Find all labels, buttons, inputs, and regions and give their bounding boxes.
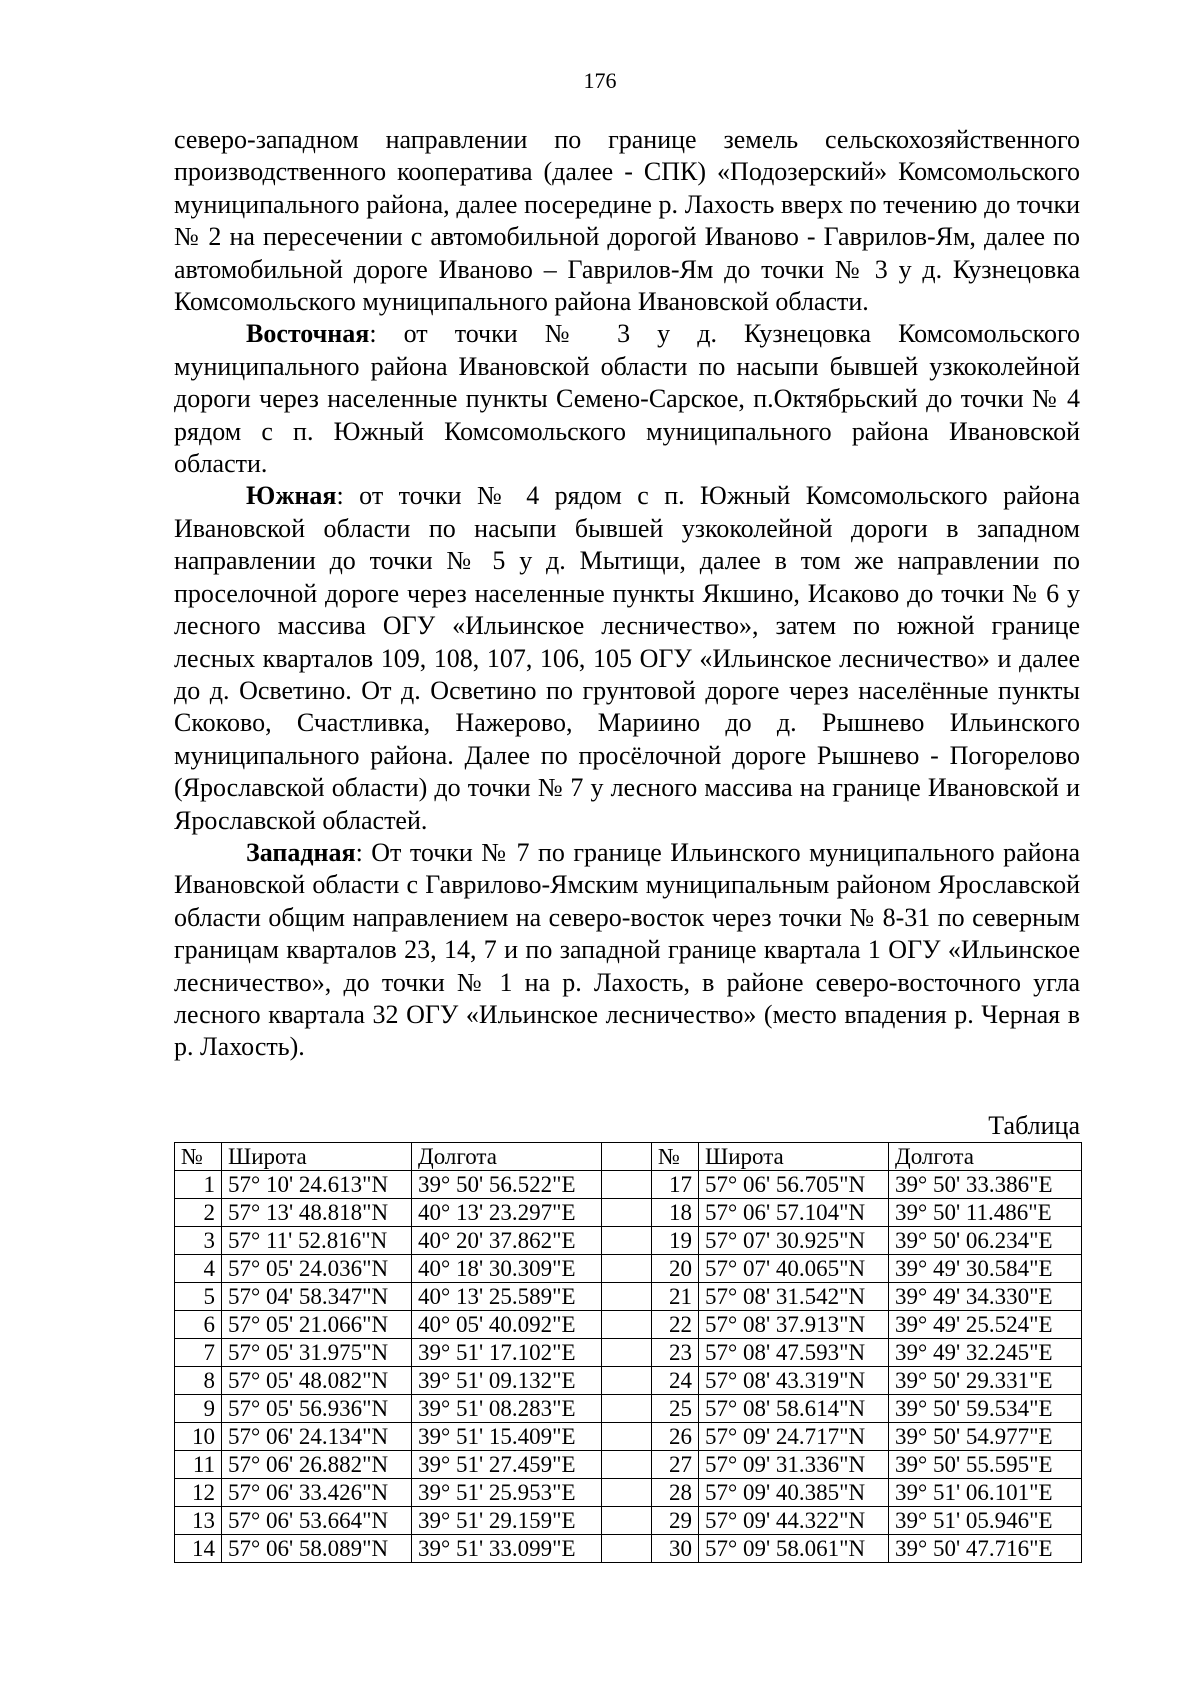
table-row (175, 1507, 1082, 1535)
header-gap (602, 1143, 652, 1171)
longitude-cell: 40° 13' 23.297"E (412, 1199, 602, 1227)
header-lon-right: Долгота (889, 1143, 1082, 1171)
point-number-cell: 22 (652, 1311, 699, 1339)
point-number-cell: 24 (652, 1367, 699, 1395)
latitude-cell: 57° 08' 37.913"N (699, 1311, 889, 1339)
table-row (175, 1227, 1082, 1255)
gap-cell (602, 1311, 652, 1339)
document-body (174, 124, 1080, 1064)
point-number-cell: 2 (175, 1199, 222, 1227)
point-number-cell: 10 (175, 1423, 222, 1451)
point-number-cell: 1 (175, 1171, 222, 1199)
longitude-cell: 40° 20' 37.862"E (412, 1227, 602, 1255)
longitude-cell: 39° 49' 34.330"E (889, 1283, 1082, 1311)
point-number-cell: 11 (175, 1451, 222, 1479)
point-number-cell: 20 (652, 1255, 699, 1283)
table-row (175, 1283, 1082, 1311)
longitude-cell: 39° 50' 59.534"E (889, 1395, 1082, 1423)
heading-south: Южная (246, 481, 337, 511)
paragraph-west-text: : От точки № 7 по границе Ильинского муниципального района Ивановской области с Гаврилово-Ямским муниципальным районом Ярославской области общим направлением на северо-восток через точки № 8-31 по северным границам кварталов 23, 14, 7 и по западной границе квартала 1 ОГУ «Ильинское лесничество», до точки № 1 на р. Лахость, в районе северо-восточного угла лесного квартала 32 ОГУ «Ильинское лесничество» (место впадения р. Черная в р. Лахость). (174, 837, 1080, 1062)
paragraph-south (174, 480, 1080, 836)
table-row (175, 1311, 1082, 1339)
table-row (175, 1535, 1082, 1563)
longitude-cell: 39° 50' 54.977"E (889, 1423, 1082, 1451)
latitude-cell: 57° 06' 58.089"N (222, 1535, 412, 1563)
header-lon-left: Долгота (412, 1143, 602, 1171)
header-num-right: № (652, 1143, 699, 1171)
gap-cell (602, 1255, 652, 1283)
latitude-cell: 57° 06' 24.134"N (222, 1423, 412, 1451)
point-number-cell: 8 (175, 1367, 222, 1395)
point-number-cell: 17 (652, 1171, 699, 1199)
gap-cell (602, 1339, 652, 1367)
gap-cell (602, 1479, 652, 1507)
gap-cell (602, 1395, 652, 1423)
longitude-cell: 39° 50' 56.522"E (412, 1171, 602, 1199)
longitude-cell: 39° 50' 06.234"E (889, 1227, 1082, 1255)
longitude-cell: 39° 51' 06.101"E (889, 1479, 1082, 1507)
longitude-cell: 39° 50' 29.331"E (889, 1367, 1082, 1395)
point-number-cell: 26 (652, 1423, 699, 1451)
longitude-cell: 39° 49' 30.584"E (889, 1255, 1082, 1283)
point-number-cell: 5 (175, 1283, 222, 1311)
latitude-cell: 57° 06' 26.882"N (222, 1451, 412, 1479)
point-number-cell: 4 (175, 1255, 222, 1283)
latitude-cell: 57° 07' 30.925"N (699, 1227, 889, 1255)
table-caption: Таблица (988, 1111, 1080, 1140)
point-number-cell: 7 (175, 1339, 222, 1367)
latitude-cell: 57° 11' 52.816"N (222, 1227, 412, 1255)
table-row (175, 1171, 1082, 1199)
point-number-cell: 25 (652, 1395, 699, 1423)
point-number-cell: 12 (175, 1479, 222, 1507)
gap-cell (602, 1171, 652, 1199)
longitude-cell: 40° 05' 40.092"E (412, 1311, 602, 1339)
latitude-cell: 57° 05' 48.082"N (222, 1367, 412, 1395)
longitude-cell: 39° 51' 29.159"E (412, 1507, 602, 1535)
point-number-cell: 29 (652, 1507, 699, 1535)
latitude-cell: 57° 09' 31.336"N (699, 1451, 889, 1479)
gap-cell (602, 1451, 652, 1479)
longitude-cell: 39° 50' 55.595"E (889, 1451, 1082, 1479)
longitude-cell: 39° 51' 17.102"E (412, 1339, 602, 1367)
point-number-cell: 23 (652, 1339, 699, 1367)
table-row (175, 1479, 1082, 1507)
heading-east: Восточная (246, 319, 370, 349)
latitude-cell: 57° 09' 24.717"N (699, 1423, 889, 1451)
table-header-row (175, 1143, 1082, 1171)
latitude-cell: 57° 05' 56.936"N (222, 1395, 412, 1423)
point-number-cell: 14 (175, 1535, 222, 1563)
point-number-cell: 3 (175, 1227, 222, 1255)
longitude-cell: 39° 51' 27.459"E (412, 1451, 602, 1479)
header-lat-right: Широта (699, 1143, 889, 1171)
longitude-cell: 39° 51' 25.953"E (412, 1479, 602, 1507)
latitude-cell: 57° 06' 53.664"N (222, 1507, 412, 1535)
latitude-cell: 57° 08' 31.542"N (699, 1283, 889, 1311)
table-body (175, 1171, 1082, 1563)
latitude-cell: 57° 10' 24.613"N (222, 1171, 412, 1199)
table-row (175, 1255, 1082, 1283)
latitude-cell: 57° 08' 43.319"N (699, 1367, 889, 1395)
longitude-cell: 39° 50' 33.386"E (889, 1171, 1082, 1199)
paragraph-east-text: : от точки № 3 у д. Кузнецовка Комсомольского муниципального района Ивановской области по насыпи бывшей узкоколейной дороги через населенные пункты Семено-Сарское, п.Октябрьский до точки № 4 рядом с п. Южный Комсомольского муниципального района Ивановской области. (174, 319, 1080, 479)
point-number-cell: 13 (175, 1507, 222, 1535)
paragraph-east (174, 318, 1080, 480)
paragraph-south-text: : от точки № 4 рядом с п. Южный Комсомольского района Ивановской области по насыпи бывшей узкоколейной дороги в западном направлении до точки № 5 у д. Мытищи, далее в том же направлении по проселочной дороге через населенные пункты Якшино, Исаково до точки № 6 у лесного массива ОГУ «Ильинское лесничество», затем по южной границе лесных кварталов 109, 108, 107, 106, 105 ОГУ «Ильинское лесничество» и далее до д. Осветино. От д. Осветино по грунтовой дороге через населённые пункты Скоково, Счастливка, Нажерово, Мариино до д. Рышнево Ильинского муниципального района. Далее по просёлочной дороге Рышнево - Погорелово (Ярославской области) до точки № 7 у лесного массива на границе Ивановской и Ярославской областей. (174, 481, 1080, 835)
latitude-cell: 57° 05' 24.036"N (222, 1255, 412, 1283)
longitude-cell: 39° 51' 09.132"E (412, 1367, 602, 1395)
page-number: 176 (583, 68, 617, 93)
point-number-cell: 21 (652, 1283, 699, 1311)
coordinates-table (174, 1142, 1082, 1563)
longitude-cell: 39° 50' 47.716"E (889, 1535, 1082, 1563)
latitude-cell: 57° 04' 58.347"N (222, 1283, 412, 1311)
point-number-cell: 28 (652, 1479, 699, 1507)
gap-cell (602, 1227, 652, 1255)
point-number-cell: 19 (652, 1227, 699, 1255)
latitude-cell: 57° 06' 57.104"N (699, 1199, 889, 1227)
latitude-cell: 57° 08' 58.614"N (699, 1395, 889, 1423)
longitude-cell: 40° 13' 25.589"E (412, 1283, 602, 1311)
paragraph-north-continued: северо-западном направлении по границе земель сельскохозяйственного производственного кооператива (далее - СПК) «Подозерский» Комсомольского муниципального района, далее посередине р. Лахость вверх по течению до точки № 2 на пересечении с автомобильной дорогой Иваново - Гаврилов-Ям, далее по автомобильной дороге Иваново – Гаврилов-Ям до точки № 3 у д. Кузнецовка Комсомольского муниципального района Ивановской области. (174, 125, 1080, 317)
latitude-cell: 57° 09' 44.322"N (699, 1507, 889, 1535)
longitude-cell: 40° 18' 30.309"E (412, 1255, 602, 1283)
point-number-cell: 27 (652, 1451, 699, 1479)
longitude-cell: 39° 49' 32.245"E (889, 1339, 1082, 1367)
table-row (175, 1423, 1082, 1451)
gap-cell (602, 1535, 652, 1563)
table-row (175, 1339, 1082, 1367)
latitude-cell: 57° 07' 40.065"N (699, 1255, 889, 1283)
point-number-cell: 6 (175, 1311, 222, 1339)
longitude-cell: 39° 51' 15.409"E (412, 1423, 602, 1451)
gap-cell (602, 1423, 652, 1451)
table-row (175, 1395, 1082, 1423)
latitude-cell: 57° 06' 33.426"N (222, 1479, 412, 1507)
gap-cell (602, 1507, 652, 1535)
latitude-cell: 57° 05' 21.066"N (222, 1311, 412, 1339)
longitude-cell: 39° 49' 25.524"E (889, 1311, 1082, 1339)
point-number-cell: 9 (175, 1395, 222, 1423)
paragraph-west (174, 837, 1080, 1064)
longitude-cell: 39° 51' 05.946"E (889, 1507, 1082, 1535)
heading-west: Западная (246, 837, 356, 867)
point-number-cell: 18 (652, 1199, 699, 1227)
latitude-cell: 57° 09' 58.061"N (699, 1535, 889, 1563)
gap-cell (602, 1283, 652, 1311)
latitude-cell: 57° 13' 48.818"N (222, 1199, 412, 1227)
latitude-cell: 57° 05' 31.975"N (222, 1339, 412, 1367)
longitude-cell: 39° 51' 08.283"E (412, 1395, 602, 1423)
gap-cell (602, 1367, 652, 1395)
latitude-cell: 57° 09' 40.385"N (699, 1479, 889, 1507)
table-row (175, 1199, 1082, 1227)
table-row (175, 1451, 1082, 1479)
header-num-left: № (175, 1143, 222, 1171)
longitude-cell: 39° 51' 33.099"E (412, 1535, 602, 1563)
longitude-cell: 39° 50' 11.486"E (889, 1199, 1082, 1227)
table-row (175, 1367, 1082, 1395)
latitude-cell: 57° 08' 47.593"N (699, 1339, 889, 1367)
latitude-cell: 57° 06' 56.705"N (699, 1171, 889, 1199)
gap-cell (602, 1199, 652, 1227)
header-lat-left: Широта (222, 1143, 412, 1171)
point-number-cell: 30 (652, 1535, 699, 1563)
